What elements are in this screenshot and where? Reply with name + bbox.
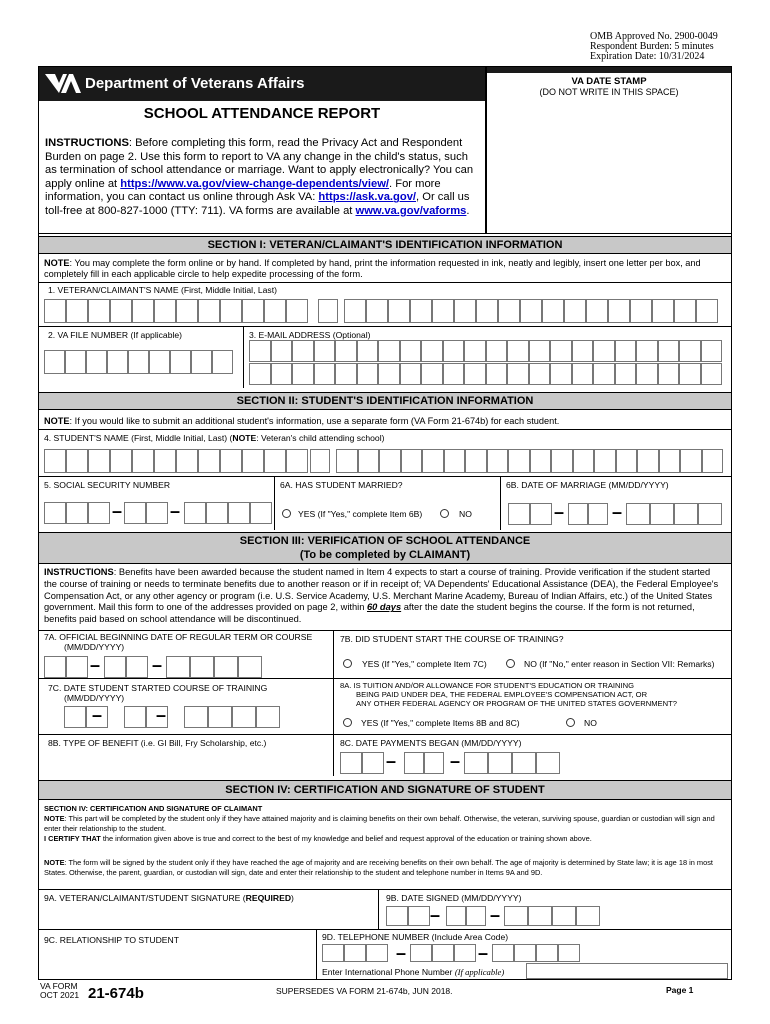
term-year-char-box[interactable] xyxy=(214,656,238,678)
last-name-char-box[interactable] xyxy=(696,299,718,323)
start-year-char-box[interactable] xyxy=(208,706,232,728)
student-last-name-char-box[interactable] xyxy=(659,449,681,473)
email-char-box[interactable] xyxy=(529,340,551,362)
email-char-box[interactable] xyxy=(615,363,637,385)
signed-day-char-box[interactable] xyxy=(466,906,486,926)
item-7a-format: (MM/DD/YYYY) xyxy=(64,642,125,652)
student-last-name-char-box[interactable] xyxy=(508,449,530,473)
intl-phone-text: Enter International Phone Number xyxy=(322,967,455,977)
separator-dash: – xyxy=(92,705,103,725)
student-last-name-char-box[interactable] xyxy=(358,449,380,473)
payments-year-char-box[interactable] xyxy=(488,752,512,774)
payments-month-char-box[interactable] xyxy=(362,752,384,774)
phone-area-char-box[interactable] xyxy=(344,944,366,962)
item-3-label: 3. E-MAIL ADDRESS (Optional) xyxy=(249,330,371,340)
ssn-serial-char-box[interactable] xyxy=(250,502,272,524)
payments-year-char-box[interactable] xyxy=(464,752,488,774)
item-9a-label-text: 9A. VETERAN/CLAIMANT/STUDENT SIGNATURE ( xyxy=(44,893,246,903)
va-file-number-char-box[interactable] xyxy=(128,350,149,374)
payments-month-char-box[interactable] xyxy=(340,752,362,774)
marriage-year-char-box[interactable] xyxy=(650,503,674,525)
certify-label: I CERTIFY THAT xyxy=(44,834,101,843)
phone-prefix-char-box[interactable] xyxy=(432,944,454,962)
student-last-name-char-box[interactable] xyxy=(444,449,466,473)
email-char-box[interactable] xyxy=(507,340,529,362)
separator-dash: – xyxy=(396,943,407,963)
item-7c-label: 7C. DATE STUDENT STARTED COURSE OF TRAINING xyxy=(48,683,268,693)
email-char-box[interactable] xyxy=(249,340,271,362)
tuition-no-label: NO xyxy=(584,718,597,728)
email-char-box[interactable] xyxy=(400,363,422,385)
student-first-name-char-box[interactable] xyxy=(242,449,264,473)
email-char-box[interactable] xyxy=(249,363,271,385)
sixty-days: 60 days xyxy=(367,602,402,613)
email-char-box[interactable] xyxy=(314,363,336,385)
section-3-instructions-text-2: after the date the student begins the course. If the form is not returned, benefits paid based on school attendance will be discontinued. xyxy=(44,602,695,625)
section-1-header: SECTION I: VETERAN/CLAIMANT'S IDENTIFICATION INFORMATION xyxy=(38,236,732,254)
first-name-char-box[interactable] xyxy=(242,299,264,323)
email-char-box[interactable] xyxy=(443,340,465,362)
last-name-char-box[interactable] xyxy=(520,299,542,323)
email-char-box[interactable] xyxy=(701,340,723,362)
marriage-year-char-box[interactable] xyxy=(698,503,722,525)
instructions xyxy=(45,137,479,219)
item-8a-label-3: ANY OTHER FEDERAL AGENCY OR PROGRAM OF THE UNITED STATES GOVERNMENT? xyxy=(356,699,677,708)
divider xyxy=(274,476,275,530)
email-char-box[interactable] xyxy=(529,363,551,385)
marriage-month-char-box[interactable] xyxy=(530,503,552,525)
instructions-text-2: . For more information, you can contact us online through Ask VA: xyxy=(45,177,441,204)
signed-year-char-box[interactable] xyxy=(528,906,552,926)
signed-day-char-box[interactable] xyxy=(446,906,466,926)
section-1-note-text: : You may complete the form online or by hand. If completed by hand, print the information requested in ink, neatly and legibly, insert one letter per box, and completely fill in each applicable circle to help expedite processing of the form. xyxy=(44,258,701,279)
middle-initial-char-box[interactable] xyxy=(318,299,338,323)
phone-line-char-box[interactable] xyxy=(536,944,558,962)
section-4-note-1-text: : This part will be completed by the student only if they have attained majority and is claiming benefits on their own behalf. Otherwise, the veteran, surviving spouse, guardian or custodian will sign and enter their relationship to the student. xyxy=(44,814,715,833)
phone-area-char-box[interactable] xyxy=(366,944,388,962)
section-3-instructions xyxy=(44,567,724,626)
married-no-label: NO xyxy=(459,509,472,519)
email-char-box[interactable] xyxy=(357,363,379,385)
item-4-note-label: NOTE xyxy=(232,433,257,443)
last-name-char-box[interactable] xyxy=(344,299,366,323)
email-char-box[interactable] xyxy=(658,363,680,385)
last-name-char-box[interactable] xyxy=(564,299,586,323)
student-last-name-char-box[interactable] xyxy=(465,449,487,473)
section-3-subtitle: (To be completed by CLAIMANT) xyxy=(299,549,471,561)
divider xyxy=(38,326,732,327)
respondent-burden: Respondent Burden: 5 minutes xyxy=(590,41,714,52)
omb-info xyxy=(590,32,760,62)
divider xyxy=(316,929,317,980)
married-yes-radio[interactable] xyxy=(282,509,291,518)
section-1-note xyxy=(44,258,724,279)
item-2-label: 2. VA FILE NUMBER (If applicable) xyxy=(48,330,183,340)
email-char-box[interactable] xyxy=(271,363,293,385)
start-month-char-box[interactable] xyxy=(64,706,86,728)
email-char-box[interactable] xyxy=(572,363,594,385)
section-4-certification xyxy=(44,804,726,844)
va-file-number-char-box[interactable] xyxy=(212,350,233,374)
signed-year-char-box[interactable] xyxy=(552,906,576,926)
item-4-note-text: : Veteran's child attending school) xyxy=(256,433,385,443)
divider xyxy=(38,429,732,430)
email-char-box[interactable] xyxy=(421,340,443,362)
payments-year-char-box[interactable] xyxy=(536,752,560,774)
item-7c-format: (MM/DD/YYYY) xyxy=(64,693,125,703)
divider xyxy=(38,678,732,679)
separator-dash: – xyxy=(612,502,623,522)
va-date-stamp xyxy=(486,66,732,234)
last-name-char-box[interactable] xyxy=(454,299,476,323)
item-5-label: 5. SOCIAL SECURITY NUMBER xyxy=(44,480,171,490)
last-name-char-box[interactable] xyxy=(498,299,520,323)
student-middle-initial-char-box[interactable] xyxy=(310,449,330,473)
student-first-name-char-box[interactable] xyxy=(132,449,154,473)
student-first-name-char-box[interactable] xyxy=(220,449,242,473)
tuition-yes-radio[interactable] xyxy=(343,718,352,727)
item-9a-label-end: ) xyxy=(291,893,294,903)
term-day-char-box[interactable] xyxy=(126,656,148,678)
section-3-title: SECTION III: VERIFICATION OF SCHOOL ATTENDANCE xyxy=(239,535,531,547)
ssn-serial-char-box[interactable] xyxy=(206,502,228,524)
first-name-char-box[interactable] xyxy=(132,299,154,323)
first-name-char-box[interactable] xyxy=(154,299,176,323)
student-first-name-char-box[interactable] xyxy=(66,449,88,473)
phone-prefix-char-box[interactable] xyxy=(410,944,432,962)
email-char-box[interactable] xyxy=(443,363,465,385)
email-char-box[interactable] xyxy=(292,363,314,385)
last-name-char-box[interactable] xyxy=(410,299,432,323)
certify-text: the information given above is true and correct to the best of my knowledge and belief and request approval of the education or training shown above. xyxy=(100,834,592,843)
divider xyxy=(378,889,379,929)
item-4-label xyxy=(44,433,384,443)
divider xyxy=(38,889,732,890)
student-last-name-char-box[interactable] xyxy=(551,449,573,473)
divider xyxy=(38,929,732,930)
section-3-header xyxy=(38,532,732,564)
email-char-box[interactable] xyxy=(507,363,529,385)
email-char-box[interactable] xyxy=(550,340,572,362)
student-last-name-char-box[interactable] xyxy=(702,449,724,473)
phone-line-char-box[interactable] xyxy=(558,944,580,962)
last-name-char-box[interactable] xyxy=(476,299,498,323)
term-year-char-box[interactable] xyxy=(166,656,190,678)
separator-dash: – xyxy=(430,905,441,925)
ask-va-link[interactable]: https://ask.va.gov/ xyxy=(318,191,417,204)
expiration-date: Expiration Date: 10/31/2024 xyxy=(590,51,705,62)
ssn-group-char-box[interactable] xyxy=(146,502,168,524)
supersedes: SUPERSEDES VA FORM 21-674b, JUN 2018. xyxy=(276,986,453,996)
first-name-char-box[interactable] xyxy=(66,299,88,323)
required-marker: REQUIRED xyxy=(245,893,292,903)
email-char-box[interactable] xyxy=(550,363,572,385)
item-9a-label xyxy=(44,893,294,903)
term-month-char-box[interactable] xyxy=(44,656,66,678)
student-first-name-char-box[interactable] xyxy=(154,449,176,473)
first-name-char-box[interactable] xyxy=(88,299,110,323)
ssn-serial-char-box[interactable] xyxy=(184,502,206,524)
email-char-box[interactable] xyxy=(335,363,357,385)
form-header xyxy=(38,66,486,234)
intl-phone-input[interactable] xyxy=(526,963,728,979)
instructions-text-4: . xyxy=(466,204,470,217)
intl-phone-note: (If applicable) xyxy=(454,967,505,977)
form-date: OCT 2021 xyxy=(40,990,80,1000)
student-first-name-char-box[interactable] xyxy=(286,449,308,473)
student-last-name-char-box[interactable] xyxy=(379,449,401,473)
email-char-box[interactable] xyxy=(486,363,508,385)
student-first-name-char-box[interactable] xyxy=(176,449,198,473)
email-char-box[interactable] xyxy=(464,340,486,362)
form-number: 21-674b xyxy=(88,985,144,1002)
email-char-box[interactable] xyxy=(378,363,400,385)
email-char-box[interactable] xyxy=(593,363,615,385)
form-id xyxy=(40,982,79,1000)
email-char-box[interactable] xyxy=(636,340,658,362)
last-name-char-box[interactable] xyxy=(674,299,696,323)
item-9b-label: 9B. DATE SIGNED (MM/DD/YYYY) xyxy=(386,893,522,903)
divider xyxy=(500,476,501,530)
student-last-name-char-box[interactable] xyxy=(573,449,595,473)
separator-dash: – xyxy=(170,501,181,521)
stamp-subtitle: (DO NOT WRITE IN THIS SPACE) xyxy=(539,87,679,97)
student-last-name-char-box[interactable] xyxy=(336,449,358,473)
payments-year-char-box[interactable] xyxy=(512,752,536,774)
last-name-char-box[interactable] xyxy=(366,299,388,323)
va-logo-icon xyxy=(43,71,83,97)
item-9d-label: 9D. TELEPHONE NUMBER (Include Area Code) xyxy=(322,932,509,942)
student-last-name-char-box[interactable] xyxy=(530,449,552,473)
student-last-name-char-box[interactable] xyxy=(616,449,638,473)
stamp-title: VA DATE STAMP xyxy=(571,76,647,87)
section-1-note-label: NOTE xyxy=(44,258,70,268)
divider xyxy=(333,630,334,776)
term-year-char-box[interactable] xyxy=(238,656,262,678)
email-char-box[interactable] xyxy=(679,340,701,362)
section-4-note-2-text: : The form will be signed by the student only if they have reached the age of majority and are receiving benefits on their own behalf. The age of majority is determined by State law; it is age 18 in most States. Otherwise, the parent, guardian, or custodian will sign, date and enter their relationship to the student and telephone number in Items 9A and 9D. xyxy=(44,858,713,877)
section-2-note-label: NOTE xyxy=(44,416,70,426)
email-char-box[interactable] xyxy=(400,340,422,362)
section-4-header: SECTION IV: CERTIFICATION AND SIGNATURE OF STUDENT xyxy=(38,780,732,800)
section-4-note-2-label: NOTE xyxy=(44,858,65,867)
instructions-text-1: : Before completing this form, read the Privacy Act and Respondent Burden on page 2. Use this form to report to VA any change in the child's status, such as termination of school attendance or marriage. Want to apply electronically? You can apply online at xyxy=(45,137,474,190)
last-name-char-box[interactable] xyxy=(432,299,454,323)
started-yes-label: YES (If "Yes," complete Item 7C) xyxy=(362,659,487,669)
divider xyxy=(38,476,732,477)
email-char-box[interactable] xyxy=(658,340,680,362)
separator-dash: – xyxy=(450,751,461,771)
tuition-no-radio[interactable] xyxy=(566,718,575,727)
first-name-char-box[interactable] xyxy=(110,299,132,323)
signed-month-char-box[interactable] xyxy=(408,906,430,926)
first-name-char-box[interactable] xyxy=(264,299,286,323)
email-char-box[interactable] xyxy=(378,340,400,362)
va-file-number-char-box[interactable] xyxy=(170,350,191,374)
separator-dash: – xyxy=(112,501,123,521)
item-9c-label: 9C. RELATIONSHIP TO STUDENT xyxy=(44,935,179,945)
instructions-text-3: , Or call us toll-free at 800-827-1000 (TTY: 711). VA forms are available at xyxy=(45,191,470,217)
item-8b-label: 8B. TYPE OF BENEFIT (i.e. GI Bill, Fry Scholarship, etc.) xyxy=(48,738,267,748)
email-char-box[interactable] xyxy=(615,340,637,362)
started-yes-radio[interactable] xyxy=(343,659,352,668)
first-name-char-box[interactable] xyxy=(286,299,308,323)
signed-year-char-box[interactable] xyxy=(504,906,528,926)
separator-dash: – xyxy=(478,943,489,963)
va-file-number-char-box[interactable] xyxy=(44,350,65,374)
email-char-box[interactable] xyxy=(314,340,336,362)
phone-prefix-char-box[interactable] xyxy=(454,944,476,962)
ssn-serial-char-box[interactable] xyxy=(228,502,250,524)
last-name-char-box[interactable] xyxy=(608,299,630,323)
payments-day-char-box[interactable] xyxy=(424,752,444,774)
started-no-radio[interactable] xyxy=(506,659,515,668)
phone-area-char-box[interactable] xyxy=(322,944,344,962)
instructions-label: INSTRUCTIONS xyxy=(45,137,129,149)
student-first-name-char-box[interactable] xyxy=(44,449,66,473)
first-name-char-box[interactable] xyxy=(176,299,198,323)
form-title: SCHOOL ATTENDANCE REPORT xyxy=(143,105,381,122)
form-label: VA FORM xyxy=(40,981,78,991)
va-file-number-char-box[interactable] xyxy=(107,350,128,374)
last-name-char-box[interactable] xyxy=(388,299,410,323)
section-3-instructions-label: INSTRUCTIONS xyxy=(44,567,114,577)
first-name-char-box[interactable] xyxy=(198,299,220,323)
student-last-name-char-box[interactable] xyxy=(594,449,616,473)
separator-dash: – xyxy=(386,751,397,771)
student-first-name-char-box[interactable] xyxy=(264,449,286,473)
payments-day-char-box[interactable] xyxy=(404,752,424,774)
section-2-note-text: : If you would like to submit an additional student's information, use a separate form (VA Form 21-674b) for each student. xyxy=(69,416,560,426)
stamp-band xyxy=(487,67,731,73)
view-dependents-link[interactable]: https://www.va.gov/view-change-dependents/view/ xyxy=(120,177,390,190)
header-band xyxy=(39,67,485,101)
term-day-char-box[interactable] xyxy=(104,656,126,678)
va-file-number-char-box[interactable] xyxy=(191,350,212,374)
section-3-instructions-text: : Benefits have been awarded because the student named in Item 4 expects to start a course of training. Provide verification if the student started the course of training or needs to terminate benefits due to another reason or if in receipt of; VA Dependents' Educational Assistance (DEA), the Federal Employee's Compensation Act, or any other agency or program (i.e. U.S. Service Academy, U.S. Merchant Marine Academy, Bureau of Indian Affairs, etc.) of the United States government. Mail this form to one of the addresses provided on page 2, within xyxy=(44,567,719,613)
va-forms-link[interactable]: www.va.gov/vaforms xyxy=(355,204,467,217)
last-name-char-box[interactable] xyxy=(586,299,608,323)
divider xyxy=(38,282,732,283)
item-8a-label-2: BEING PAID UNDER DEA, THE FEDERAL EMPLOYEE'S COMPENSATION ACT, OR xyxy=(356,690,648,699)
student-first-name-char-box[interactable] xyxy=(110,449,132,473)
separator-dash: – xyxy=(156,705,167,725)
signed-year-char-box[interactable] xyxy=(576,906,600,926)
married-no-radio[interactable] xyxy=(440,509,449,518)
marriage-day-char-box[interactable] xyxy=(568,503,588,525)
marriage-year-char-box[interactable] xyxy=(626,503,650,525)
intl-phone-label xyxy=(322,967,504,977)
start-year-char-box[interactable] xyxy=(232,706,256,728)
email-char-box[interactable] xyxy=(271,340,293,362)
section-4-sub-heading: SECTION IV: CERTIFICATION AND SIGNATURE OF CLAIMANT xyxy=(44,804,263,813)
marriage-month-char-box[interactable] xyxy=(508,503,530,525)
item-7b-label: 7B. DID STUDENT START THE COURSE OF TRAINING? xyxy=(340,634,564,644)
email-char-box[interactable] xyxy=(593,340,615,362)
divider xyxy=(38,630,732,631)
ssn-area-char-box[interactable] xyxy=(88,502,110,524)
student-first-name-char-box[interactable] xyxy=(88,449,110,473)
start-year-char-box[interactable] xyxy=(256,706,280,728)
email-char-box[interactable] xyxy=(292,340,314,362)
term-year-char-box[interactable] xyxy=(190,656,214,678)
section-2-header: SECTION II: STUDENT'S IDENTIFICATION INFORMATION xyxy=(38,392,732,410)
tuition-yes-label: YES (If "Yes," complete Items 8B and 8C) xyxy=(361,718,520,728)
email-char-box[interactable] xyxy=(701,363,723,385)
va-file-number-char-box[interactable] xyxy=(65,350,86,374)
student-last-name-char-box[interactable] xyxy=(680,449,702,473)
separator-dash: – xyxy=(152,655,163,675)
item-7a-label: 7A. OFFICIAL BEGINNING DATE OF REGULAR TERM OR COURSE xyxy=(44,632,313,642)
email-char-box[interactable] xyxy=(572,340,594,362)
student-last-name-char-box[interactable] xyxy=(637,449,659,473)
separator-dash: – xyxy=(490,905,501,925)
department-name: Department of Veterans Affairs xyxy=(85,75,305,92)
marriage-day-char-box[interactable] xyxy=(588,503,608,525)
separator-dash: – xyxy=(90,655,101,675)
started-no-label: NO (If "No," enter reason in Section VII: Remarks) xyxy=(524,659,715,669)
separator-dash: – xyxy=(554,502,565,522)
item-6b-label: 6B. DATE OF MARRIAGE (MM/DD/YYYY) xyxy=(506,480,669,490)
page-number: Page 1 xyxy=(666,985,694,995)
email-char-box[interactable] xyxy=(357,340,379,362)
signed-month-char-box[interactable] xyxy=(386,906,408,926)
divider xyxy=(243,326,244,388)
married-yes-label: YES (If "Yes," complete Item 6B) xyxy=(298,509,423,519)
item-8c-label: 8C. DATE PAYMENTS BEGAN (MM/DD/YYYY) xyxy=(340,738,522,748)
student-last-name-char-box[interactable] xyxy=(487,449,509,473)
item-8a-label-1: 8A. IS TUITION AND/OR ALLOWANCE FOR STUDENT'S EDUCATION OR TRAINING xyxy=(340,681,634,690)
marriage-year-char-box[interactable] xyxy=(674,503,698,525)
ssn-group-char-box[interactable] xyxy=(124,502,146,524)
phone-line-char-box[interactable] xyxy=(492,944,514,962)
last-name-char-box[interactable] xyxy=(652,299,674,323)
first-name-char-box[interactable] xyxy=(44,299,66,323)
ssn-area-char-box[interactable] xyxy=(66,502,88,524)
student-last-name-char-box[interactable] xyxy=(422,449,444,473)
email-char-box[interactable] xyxy=(464,363,486,385)
term-month-char-box[interactable] xyxy=(66,656,88,678)
omb-number: OMB Approved No. 2900-0049 xyxy=(590,31,718,42)
item-4-label-text: 4. STUDENT'S NAME (First, Middle Initial, Last) ( xyxy=(44,433,233,443)
first-name-char-box[interactable] xyxy=(220,299,242,323)
student-first-name-char-box[interactable] xyxy=(198,449,220,473)
start-year-char-box[interactable] xyxy=(184,706,208,728)
item-1-label: 1. VETERAN/CLAIMANT'S NAME (First, Middle Initial, Last) xyxy=(48,285,277,295)
divider xyxy=(38,734,732,735)
va-file-number-char-box[interactable] xyxy=(149,350,170,374)
section-4-note-2 xyxy=(44,858,726,878)
ssn-area-char-box[interactable] xyxy=(44,502,66,524)
section-4-note-1-label: NOTE xyxy=(44,814,65,823)
email-char-box[interactable] xyxy=(486,340,508,362)
section-2-note xyxy=(44,416,724,427)
last-name-char-box[interactable] xyxy=(630,299,652,323)
last-name-char-box[interactable] xyxy=(542,299,564,323)
item-6a-label: 6A. HAS STUDENT MARRIED? xyxy=(280,480,403,490)
phone-line-char-box[interactable] xyxy=(514,944,536,962)
student-last-name-char-box[interactable] xyxy=(401,449,423,473)
email-char-box[interactable] xyxy=(421,363,443,385)
email-char-box[interactable] xyxy=(636,363,658,385)
email-char-box[interactable] xyxy=(679,363,701,385)
va-file-number-char-box[interactable] xyxy=(86,350,107,374)
start-day-char-box[interactable] xyxy=(124,706,146,728)
email-char-box[interactable] xyxy=(335,340,357,362)
